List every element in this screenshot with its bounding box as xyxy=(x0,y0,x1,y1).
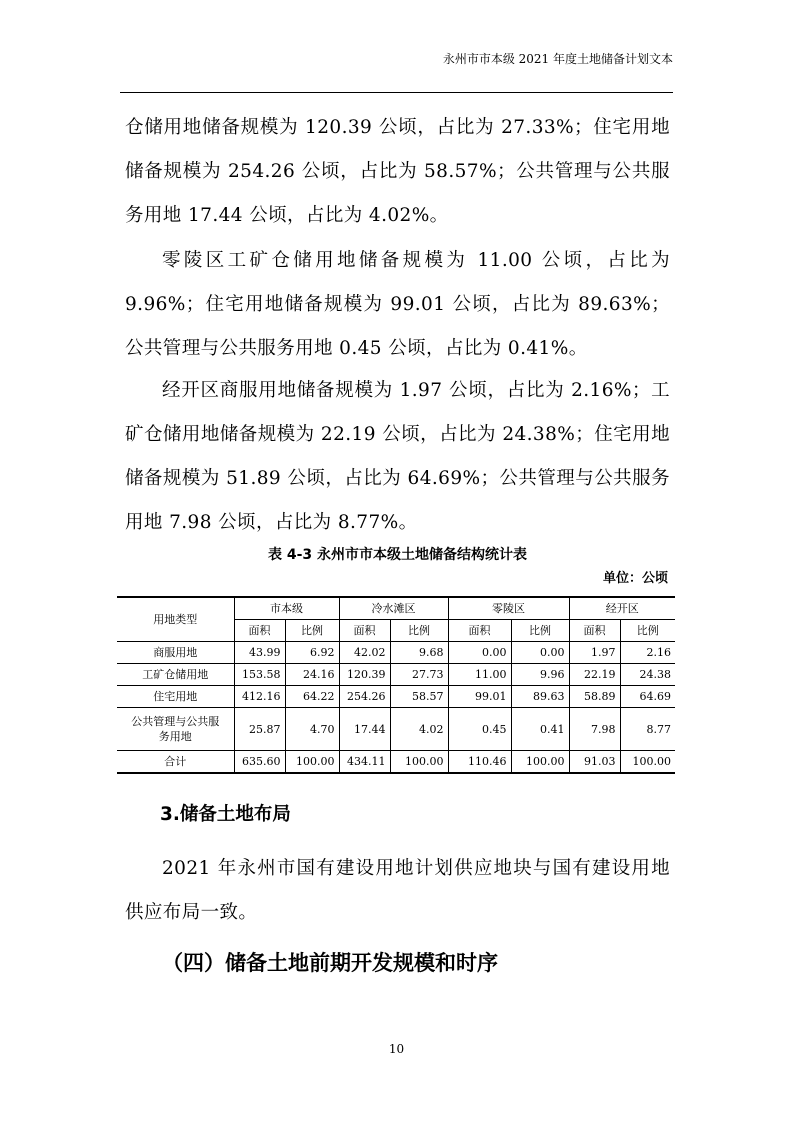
subheader-ratio: 比例 xyxy=(620,620,675,642)
table-cell: 64.22 xyxy=(285,686,339,708)
table-cell: 25.87 xyxy=(234,708,285,751)
table-cell: 0.00 xyxy=(511,642,569,664)
table-cell: 24.38 xyxy=(620,664,675,686)
paragraph-3: 经开区商服用地储备规模为 1.97 公顷，占比为 2.16%；工矿仓储用地储备规模为 22.19 公顷，占比为 24.38%；住宅用地储备规模为 51.89 公顷，占比为 64.69%；公共管理与公共服务用地 7.98 公顷，占比为 8.77%。 xyxy=(125,380,670,533)
table-cell: 434.11 xyxy=(339,751,390,774)
header-rule xyxy=(120,92,673,93)
land-reserve-table xyxy=(117,596,675,774)
table-cell: 635.60 xyxy=(234,751,285,774)
subheader-area: 面积 xyxy=(569,620,620,642)
row-label: 公共管理与公共服务用地 xyxy=(117,708,234,751)
section-heading-4: （四）储备土地前期开发规模和时序 xyxy=(162,951,498,975)
table-cell: 17.44 xyxy=(339,708,390,751)
row-label: 合计 xyxy=(117,751,234,774)
table-cell: 100.00 xyxy=(285,751,339,774)
table-cell: 58.57 xyxy=(390,686,448,708)
table-cell: 9.68 xyxy=(390,642,448,664)
paragraph-4: 2021 年永州市国有建设用地计划供应地块与国有建设用地供应布局一致。 xyxy=(125,858,670,923)
table-cell: 22.19 xyxy=(569,664,620,686)
row-label: 住宅用地 xyxy=(117,686,234,708)
subheader-area: 面积 xyxy=(448,620,511,642)
table-cell: 2.16 xyxy=(620,642,675,664)
table-cell: 120.39 xyxy=(339,664,390,686)
paragraph-1: 仓储用地储备规模为 120.39 公顷，占比为 27.33%；住宅用地储备规模为 254.26 公顷，占比为 58.57%；公共管理与公共服务用地 17.44 公顷，占比为 4.02%。 xyxy=(125,117,670,226)
table-cell: 91.03 xyxy=(569,751,620,774)
subheader-ratio: 比例 xyxy=(285,620,339,642)
row-label: 工矿仓储用地 xyxy=(117,664,234,686)
page-number: 10 xyxy=(388,1042,405,1056)
header-group-dev-zone: 经开区 xyxy=(569,597,675,620)
table-cell: 0.41 xyxy=(511,708,569,751)
table-cell: 64.69 xyxy=(620,686,675,708)
table-cell: 11.00 xyxy=(448,664,511,686)
table-cell: 6.92 xyxy=(285,642,339,664)
table-row-total xyxy=(117,751,675,774)
subheader-area: 面积 xyxy=(234,620,285,642)
header-group-lengshuitan: 冷水滩区 xyxy=(339,597,448,620)
subheader-ratio: 比例 xyxy=(511,620,569,642)
table-cell: 153.58 xyxy=(234,664,285,686)
table-row xyxy=(117,642,675,664)
table-cell: 4.02 xyxy=(390,708,448,751)
table-cell: 100.00 xyxy=(620,751,675,774)
table-cell: 0.00 xyxy=(448,642,511,664)
header-group-city: 市本级 xyxy=(234,597,339,620)
table-cell: 7.98 xyxy=(569,708,620,751)
table-cell: 42.02 xyxy=(339,642,390,664)
table-cell: 58.89 xyxy=(569,686,620,708)
table-cell: 99.01 xyxy=(448,686,511,708)
table-cell: 8.77 xyxy=(620,708,675,751)
table-unit: 单位：公顷 xyxy=(602,571,668,586)
table-cell: 24.16 xyxy=(285,664,339,686)
table-title: 表 4-3 永州市市本级土地储备结构统计表 xyxy=(267,547,528,563)
table-cell: 100.00 xyxy=(511,751,569,774)
table-cell: 9.96 xyxy=(511,664,569,686)
table-row xyxy=(117,686,675,708)
table-cell: 43.99 xyxy=(234,642,285,664)
table-cell: 89.63 xyxy=(511,686,569,708)
table-cell: 0.45 xyxy=(448,708,511,751)
table-cell: 412.16 xyxy=(234,686,285,708)
running-header: 永州市市本级 2021 年度土地储备计划文本 xyxy=(442,52,673,66)
table-cell: 254.26 xyxy=(339,686,390,708)
table-cell: 1.97 xyxy=(569,642,620,664)
subheader-ratio: 比例 xyxy=(390,620,448,642)
table-cell: 27.73 xyxy=(390,664,448,686)
table-row xyxy=(117,664,675,686)
section-heading-3: 3.储备土地布局 xyxy=(160,804,291,825)
table-cell: 110.46 xyxy=(448,751,511,774)
table-header-row xyxy=(117,597,675,620)
subheader-area: 面积 xyxy=(339,620,390,642)
paragraph-2: 零陵区工矿仓储用地储备规模为 11.00 公顷，占比为 9.96%；住宅用地储备规模为 99.01 公顷，占比为 89.63%；公共管理与公共服务用地 0.45 公顷，占比为 0.41%。 xyxy=(125,250,670,359)
row-label: 商服用地 xyxy=(117,642,234,664)
header-group-lingling: 零陵区 xyxy=(448,597,569,620)
table-row xyxy=(117,708,675,751)
header-land-type: 用地类型 xyxy=(117,597,234,642)
table-cell: 100.00 xyxy=(390,751,448,774)
table-cell: 4.70 xyxy=(285,708,339,751)
